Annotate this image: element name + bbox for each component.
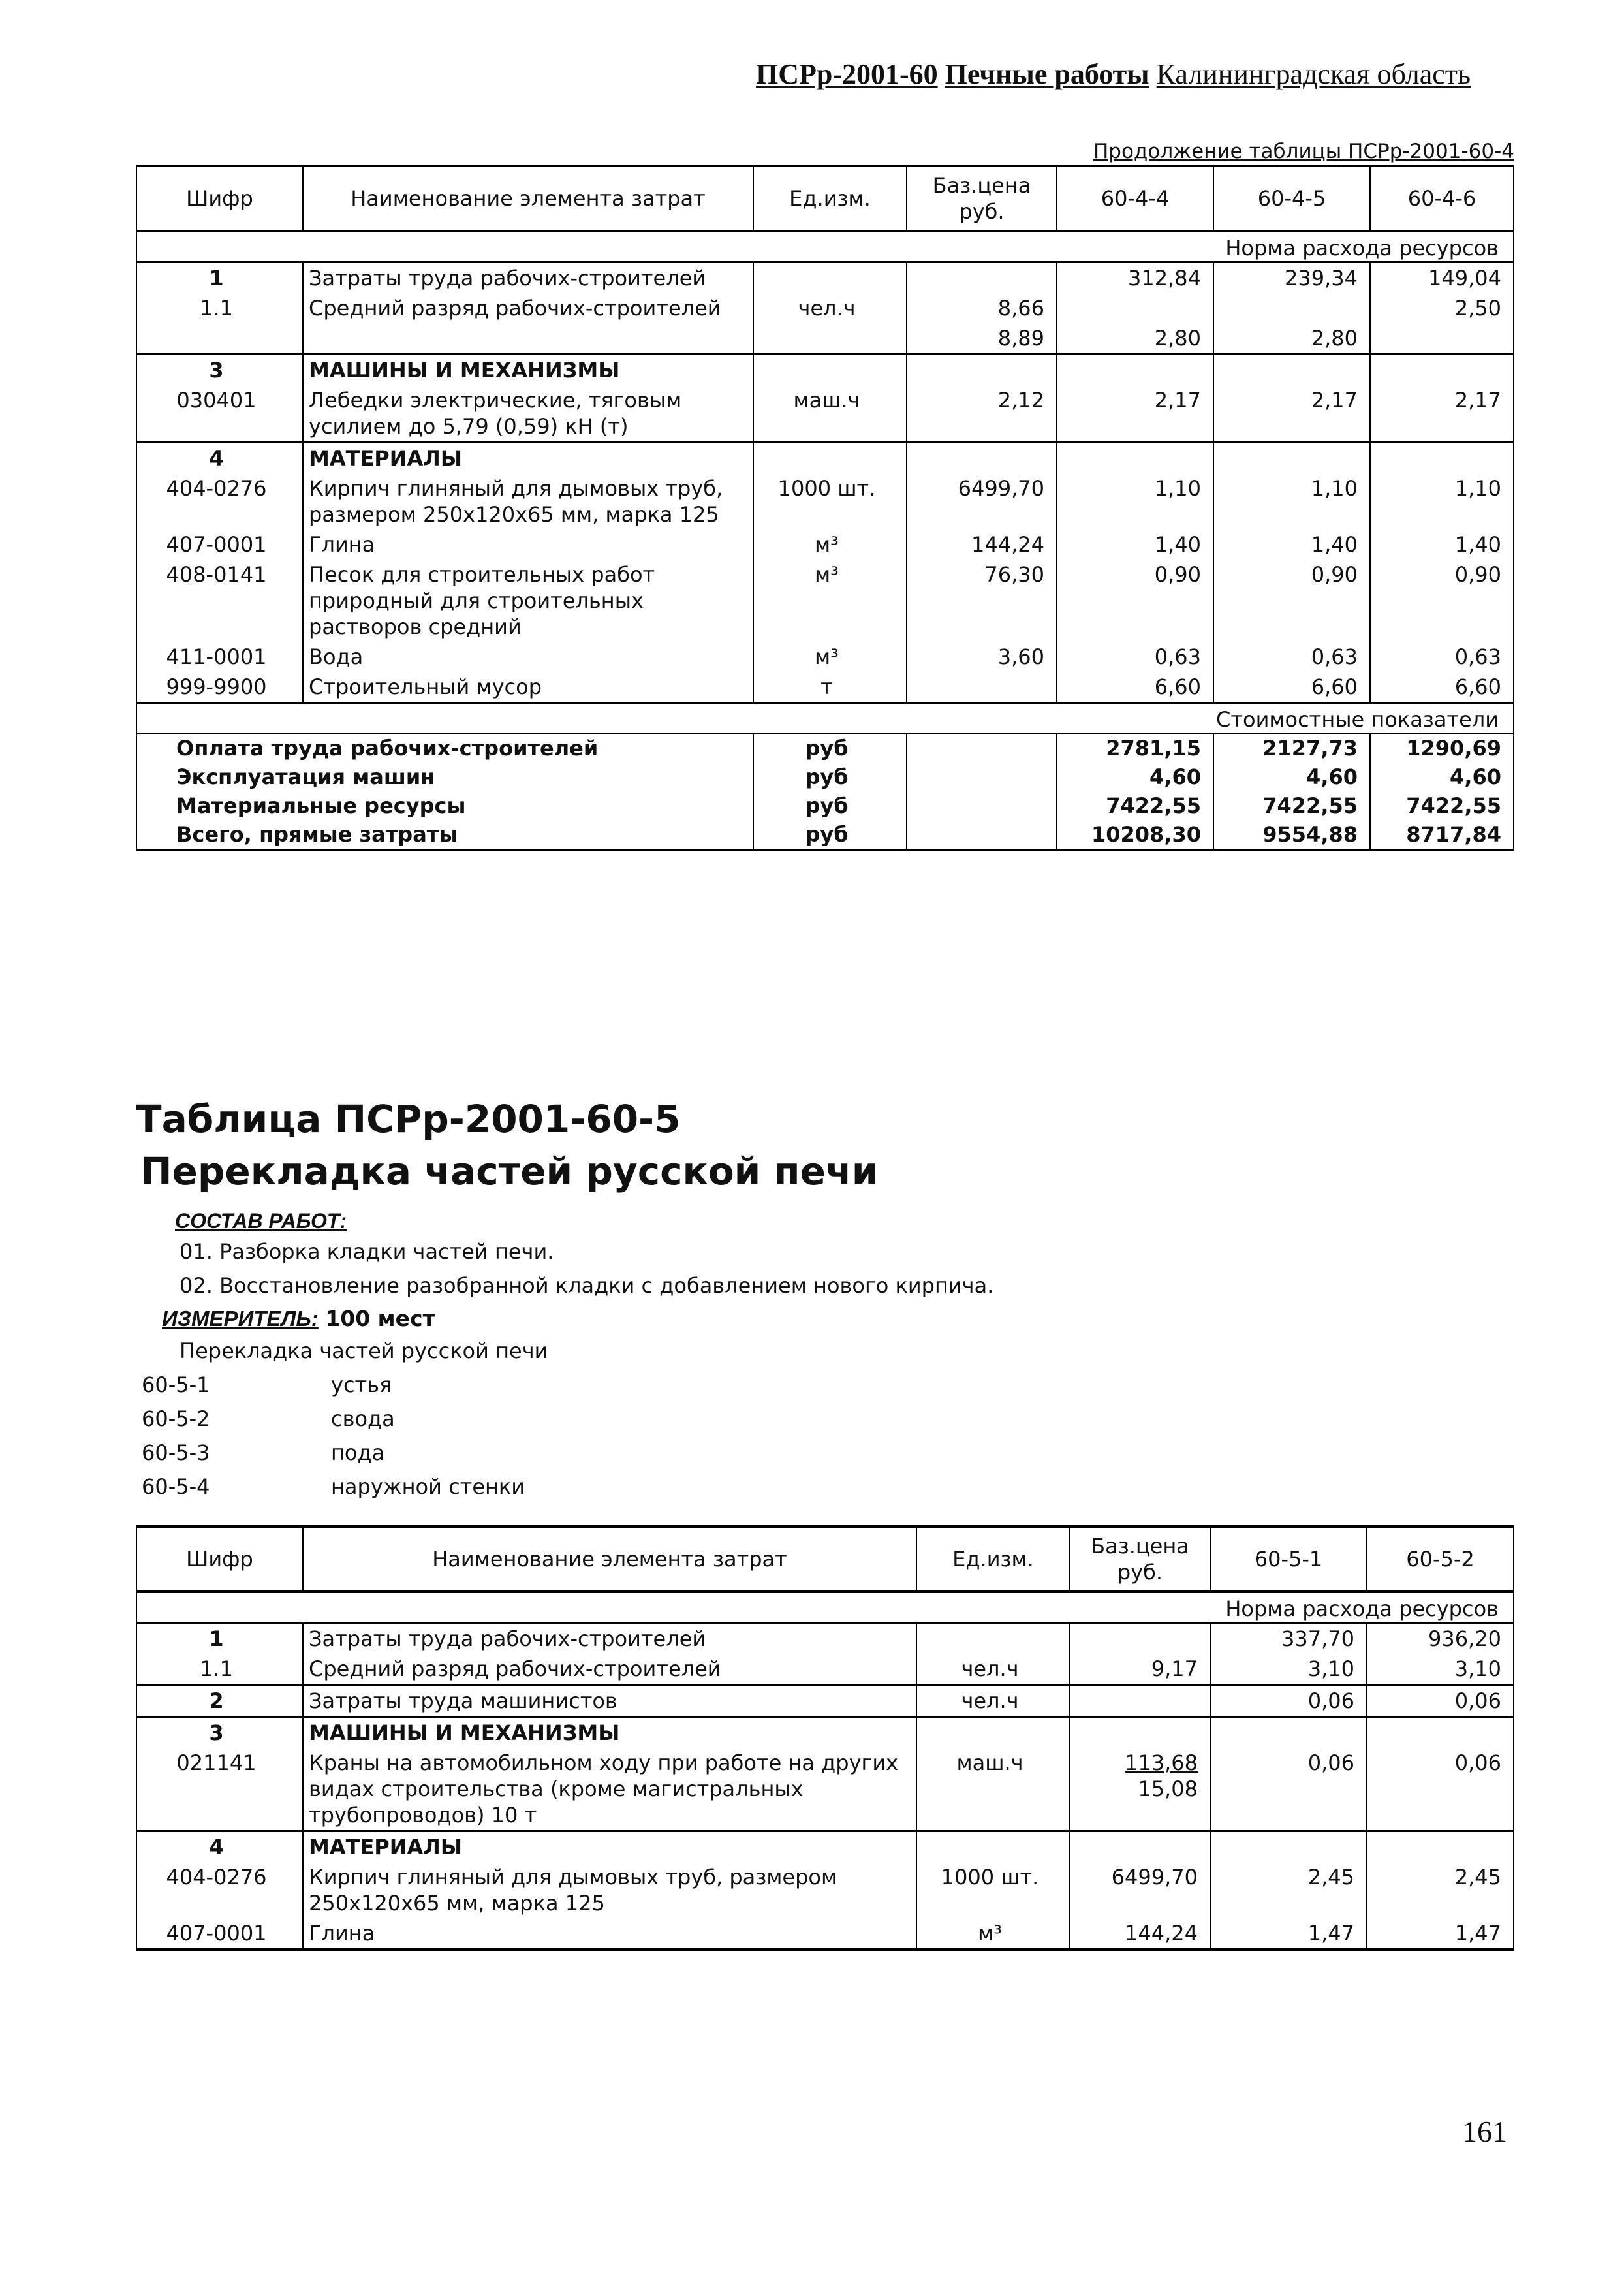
row-name: Затраты труда машинистов xyxy=(303,1685,916,1717)
row-value-60-4-5: 1,10 xyxy=(1213,473,1370,530)
row-unit: т xyxy=(753,672,907,703)
row-value-60-4-4 xyxy=(1057,293,1213,323)
measure-label: ИЗМЕРИТЕЛЬ: xyxy=(162,1306,319,1331)
cost-value-60-4-6: 8717,84 xyxy=(1370,820,1514,850)
row-unit: м³ xyxy=(753,560,907,642)
row-code: 1 xyxy=(136,1623,303,1654)
table-row xyxy=(136,530,1514,560)
row-value-60-4-6: 0,63 xyxy=(1370,642,1514,672)
cost-value-60-4-5: 9554,88 xyxy=(1213,820,1370,850)
row-unit xyxy=(753,262,907,294)
row-value-60-5-1: 3,10 xyxy=(1210,1654,1367,1685)
row-value-60-4-5 xyxy=(1213,443,1370,474)
row-name: МАШИНЫ И МЕХАНИЗМЫ xyxy=(303,355,753,386)
norm-label-row xyxy=(136,1592,1514,1623)
row-price: 2,12 xyxy=(907,385,1057,443)
row-name: Песок для строительных работ природный для строительных растворов средний xyxy=(303,560,753,642)
variant-name: устья xyxy=(331,1372,392,1397)
row-code: 4 xyxy=(136,443,303,474)
row-price xyxy=(1070,1623,1210,1654)
row-value-60-4-4: 1,40 xyxy=(1057,530,1213,560)
table-subtitle: Перекладка частей русской печи xyxy=(140,1149,879,1194)
row-value-60-4-5 xyxy=(1213,355,1370,386)
row-price-secondary: 15,08 xyxy=(1138,1777,1198,1801)
cost-value-60-4-6: 1290,69 xyxy=(1370,733,1514,763)
row-unit xyxy=(753,443,907,474)
row-unit xyxy=(753,323,907,355)
row-code: 407-0001 xyxy=(136,1918,303,1950)
row-value-60-4-6: 6,60 xyxy=(1370,672,1514,703)
table-row xyxy=(136,1623,1514,1654)
row-unit xyxy=(916,1717,1070,1748)
row-name: Строительный мусор xyxy=(303,672,753,703)
row-value-60-5-2: 0,06 xyxy=(1367,1748,1514,1831)
row-price: 3,60 xyxy=(907,642,1057,672)
cost-row xyxy=(136,733,1514,763)
col-header-unit: Ед.изм. xyxy=(916,1526,1070,1592)
row-value-60-5-2: 1,47 xyxy=(1367,1918,1514,1950)
table-row xyxy=(136,323,1514,355)
row-value-60-4-4: 0,90 xyxy=(1057,560,1213,642)
table-row xyxy=(136,1831,1514,1863)
header-region: Калининградская область xyxy=(1156,58,1471,90)
variant-item xyxy=(142,1440,384,1465)
resource-table-60-5 xyxy=(136,1525,1514,1951)
cost-value-60-4-5: 2127,73 xyxy=(1213,733,1370,763)
variant-code: 60-5-1 xyxy=(142,1372,210,1397)
table-row xyxy=(136,1685,1514,1717)
row-price xyxy=(1070,1717,1210,1748)
row-unit xyxy=(916,1623,1070,1654)
row-name: МАТЕРИАЛЫ xyxy=(303,1831,916,1863)
row-value-60-4-4: 2,80 xyxy=(1057,323,1213,355)
variant-name: свода xyxy=(331,1406,395,1431)
resource-table-60-4 xyxy=(136,165,1514,851)
row-code xyxy=(136,323,303,355)
row-value-60-4-5: 1,40 xyxy=(1213,530,1370,560)
table-row xyxy=(136,385,1514,443)
row-value-60-5-1 xyxy=(1210,1717,1367,1748)
row-price: 113,68 xyxy=(1125,1750,1198,1775)
table-row xyxy=(136,560,1514,642)
cost-row xyxy=(136,791,1514,820)
cost-value-60-4-4: 4,60 xyxy=(1057,763,1213,791)
cost-name: Всего, прямые затраты xyxy=(136,820,753,850)
row-value-60-5-1: 0,06 xyxy=(1210,1685,1367,1717)
cost-unit: руб xyxy=(753,763,907,791)
row-unit xyxy=(753,355,907,386)
table-row xyxy=(136,1654,1514,1685)
row-value-60-4-4 xyxy=(1057,355,1213,386)
header-section: Печные работы xyxy=(945,58,1149,90)
page-header xyxy=(756,57,1510,103)
row-price xyxy=(907,355,1057,386)
cost-price xyxy=(907,791,1057,820)
table-row xyxy=(136,262,1514,294)
row-name xyxy=(303,323,753,355)
cost-value-60-4-4: 2781,15 xyxy=(1057,733,1213,763)
row-unit: 1000 шт. xyxy=(753,473,907,530)
cost-value-60-4-6: 7422,55 xyxy=(1370,791,1514,820)
row-unit: чел.ч xyxy=(916,1685,1070,1717)
row-unit: 1000 шт. xyxy=(916,1862,1070,1918)
row-value-60-4-5: 239,34 xyxy=(1213,262,1370,294)
row-value-60-4-4 xyxy=(1057,443,1213,474)
row-price: 144,24 xyxy=(1070,1918,1210,1950)
cost-name: Материальные ресурсы xyxy=(136,791,753,820)
cost-unit: руб xyxy=(753,733,907,763)
row-value-60-5-2: 3,10 xyxy=(1367,1654,1514,1685)
table-row xyxy=(136,293,1514,323)
page-number: 161 xyxy=(1462,2115,1507,2148)
variant-item xyxy=(142,1406,395,1431)
row-name: МАТЕРИАЛЫ xyxy=(303,443,753,474)
row-value-60-5-2: 936,20 xyxy=(1367,1623,1514,1654)
measure-line xyxy=(162,1306,435,1331)
row-value-60-4-6: 2,50 xyxy=(1370,293,1514,323)
row-unit: чел.ч xyxy=(916,1654,1070,1685)
row-value-60-4-6: 149,04 xyxy=(1370,262,1514,294)
row-code: 999-9900 xyxy=(136,672,303,703)
col-header-code: Шифр xyxy=(136,166,303,231)
col-header-price: Баз.цена руб. xyxy=(1070,1526,1210,1592)
table-row xyxy=(136,1862,1514,1918)
cost-value-60-4-5: 4,60 xyxy=(1213,763,1370,791)
composition-label: СОСТАВ РАБОТ: xyxy=(175,1209,347,1233)
row-name: Кирпич глиняный для дымовых труб, размером 250х120х65 мм, марка 125 xyxy=(303,473,753,530)
row-value-60-4-4: 6,60 xyxy=(1057,672,1213,703)
row-price: 144,24 xyxy=(907,530,1057,560)
row-name: Лебедки электрические, тяговым усилием до 5,79 (0,59) кН (т) xyxy=(303,385,753,443)
norm-label: Норма расхода ресурсов xyxy=(136,1592,1514,1623)
row-code: 3 xyxy=(136,1717,303,1748)
col-header-name: Наименование элемента затрат xyxy=(303,1526,916,1592)
variant-name: пода xyxy=(331,1440,385,1465)
row-value-60-4-5: 2,17 xyxy=(1213,385,1370,443)
row-unit: маш.ч xyxy=(916,1748,1070,1831)
row-value-60-4-5: 0,90 xyxy=(1213,560,1370,642)
norm-label-row xyxy=(136,231,1514,262)
variant-code: 60-5-3 xyxy=(142,1440,210,1465)
row-value-60-4-5 xyxy=(1213,293,1370,323)
cost-name: Оплата труда рабочих-строителей xyxy=(136,733,753,763)
row-name: Затраты труда рабочих-строителей xyxy=(303,1623,916,1654)
table-row xyxy=(136,1748,1514,1831)
row-value-60-4-4: 2,17 xyxy=(1057,385,1213,443)
row-name: Краны на автомобильном ходу при работе на других видах строительства (кроме магистральных трубопроводов) 10 т xyxy=(303,1748,916,1831)
table-row xyxy=(136,1717,1514,1748)
row-price: 9,17 xyxy=(1070,1654,1210,1685)
row-code: 3 xyxy=(136,355,303,386)
table-header-row xyxy=(136,1526,1514,1592)
work-item: 02. Восстановление разобранной кладки с добавлением нового кирпича. xyxy=(180,1273,994,1298)
cost-label-row xyxy=(136,703,1514,734)
row-value-60-4-6: 0,90 xyxy=(1370,560,1514,642)
row-code: 1.1 xyxy=(136,1654,303,1685)
row-code: 411-0001 xyxy=(136,642,303,672)
work-item: 01. Разборка кладки частей печи. xyxy=(180,1239,554,1264)
row-value-60-4-4: 0,63 xyxy=(1057,642,1213,672)
row-value-60-5-1 xyxy=(1210,1831,1367,1863)
variant-item xyxy=(142,1372,392,1397)
row-price xyxy=(907,672,1057,703)
cost-price xyxy=(907,820,1057,850)
row-value-60-5-2: 2,45 xyxy=(1367,1862,1514,1918)
col-header-name: Наименование элемента затрат xyxy=(303,166,753,231)
table1-caption: Продолжение таблицы ПСРр-2001-60-4 xyxy=(1093,140,1514,163)
row-value-60-4-6 xyxy=(1370,443,1514,474)
row-unit: м³ xyxy=(753,642,907,672)
norm-label: Норма расхода ресурсов xyxy=(136,231,1514,262)
row-unit: маш.ч xyxy=(753,385,907,443)
row-price xyxy=(907,262,1057,294)
row-code: 1 xyxy=(136,262,303,294)
row-value-60-5-1: 1,47 xyxy=(1210,1918,1367,1950)
row-unit: м³ xyxy=(753,530,907,560)
cost-value-60-4-5: 7422,55 xyxy=(1213,791,1370,820)
col-header-60-4-6: 60-4-6 xyxy=(1370,166,1514,231)
col-header-unit: Ед.изм. xyxy=(753,166,907,231)
row-code: 404-0276 xyxy=(136,1862,303,1918)
cost-row xyxy=(136,820,1514,850)
row-name: Средний разряд рабочих-строителей xyxy=(303,293,753,323)
row-price: 8,66 xyxy=(907,293,1057,323)
row-value-60-5-1: 337,70 xyxy=(1210,1623,1367,1654)
row-value-60-5-2: 0,06 xyxy=(1367,1685,1514,1717)
table-row xyxy=(136,473,1514,530)
row-code: 1.1 xyxy=(136,293,303,323)
row-price-cell xyxy=(1070,1748,1210,1831)
table-header-row xyxy=(136,166,1514,231)
cost-unit: руб xyxy=(753,820,907,850)
variant-code: 60-5-2 xyxy=(142,1406,210,1431)
row-value-60-4-4: 312,84 xyxy=(1057,262,1213,294)
row-code: 2 xyxy=(136,1685,303,1717)
table-row xyxy=(136,672,1514,703)
row-code: 404-0276 xyxy=(136,473,303,530)
row-value-60-4-6: 1,10 xyxy=(1370,473,1514,530)
row-name: Затраты труда рабочих-строителей xyxy=(303,262,753,294)
row-value-60-4-5: 6,60 xyxy=(1213,672,1370,703)
row-code: 030401 xyxy=(136,385,303,443)
row-value-60-4-5: 2,80 xyxy=(1213,323,1370,355)
row-name: Глина xyxy=(303,530,753,560)
cost-price xyxy=(907,733,1057,763)
row-code: 408-0141 xyxy=(136,560,303,642)
row-code: 021141 xyxy=(136,1748,303,1831)
table-row xyxy=(136,1918,1514,1950)
cost-unit: руб xyxy=(753,791,907,820)
variant-name: наружной стенки xyxy=(331,1474,525,1499)
row-value-60-5-1: 0,06 xyxy=(1210,1748,1367,1831)
col-header-60-4-5: 60-4-5 xyxy=(1213,166,1370,231)
row-value-60-4-6: 2,17 xyxy=(1370,385,1514,443)
row-unit xyxy=(916,1831,1070,1863)
row-name: МАШИНЫ И МЕХАНИЗМЫ xyxy=(303,1717,916,1748)
variant-title: Перекладка частей русской печи xyxy=(180,1338,548,1363)
header-code: ПСРр-2001-60 xyxy=(756,58,938,90)
row-price: 6499,70 xyxy=(907,473,1057,530)
row-price: 6499,70 xyxy=(1070,1862,1210,1918)
row-value-60-5-2 xyxy=(1367,1717,1514,1748)
measure-value: 100 мест xyxy=(325,1306,435,1331)
table-row xyxy=(136,642,1514,672)
row-name: Глина xyxy=(303,1918,916,1950)
row-price xyxy=(907,443,1057,474)
cost-name: Эксплуатация машин xyxy=(136,763,753,791)
row-price xyxy=(1070,1685,1210,1717)
cost-row xyxy=(136,763,1514,791)
col-header-price: Баз.цена руб. xyxy=(907,166,1057,231)
row-value-60-4-6 xyxy=(1370,323,1514,355)
row-code: 407-0001 xyxy=(136,530,303,560)
col-header-60-5-1: 60-5-1 xyxy=(1210,1526,1367,1592)
variant-code: 60-5-4 xyxy=(142,1474,210,1499)
row-name: Кирпич глиняный для дымовых труб, размером 250х120х65 мм, марка 125 xyxy=(303,1862,916,1918)
row-value-60-4-6 xyxy=(1370,355,1514,386)
row-code: 4 xyxy=(136,1831,303,1863)
table-row xyxy=(136,443,1514,474)
cost-value-60-4-4: 7422,55 xyxy=(1057,791,1213,820)
row-unit: м³ xyxy=(916,1918,1070,1950)
col-header-code: Шифр xyxy=(136,1526,303,1592)
cost-label: Стоимостные показатели xyxy=(136,703,1514,734)
col-header-60-5-2: 60-5-2 xyxy=(1367,1526,1514,1592)
row-value-60-5-2 xyxy=(1367,1831,1514,1863)
row-price: 76,30 xyxy=(907,560,1057,642)
row-name: Вода xyxy=(303,642,753,672)
variant-item xyxy=(142,1474,525,1499)
cost-value-60-4-4: 10208,30 xyxy=(1057,820,1213,850)
row-value-60-4-4: 1,10 xyxy=(1057,473,1213,530)
row-value-60-5-1: 2,45 xyxy=(1210,1862,1367,1918)
table-title: Таблица ПСРр-2001-60-5 xyxy=(136,1097,681,1141)
row-value-60-4-5: 0,63 xyxy=(1213,642,1370,672)
cost-value-60-4-6: 4,60 xyxy=(1370,763,1514,791)
row-price: 8,89 xyxy=(907,323,1057,355)
col-header-60-4-4: 60-4-4 xyxy=(1057,166,1213,231)
table-row xyxy=(136,355,1514,386)
row-value-60-4-6: 1,40 xyxy=(1370,530,1514,560)
row-price xyxy=(1070,1831,1210,1863)
row-name: Средний разряд рабочих-строителей xyxy=(303,1654,916,1685)
row-unit: чел.ч xyxy=(753,293,907,323)
cost-price xyxy=(907,763,1057,791)
